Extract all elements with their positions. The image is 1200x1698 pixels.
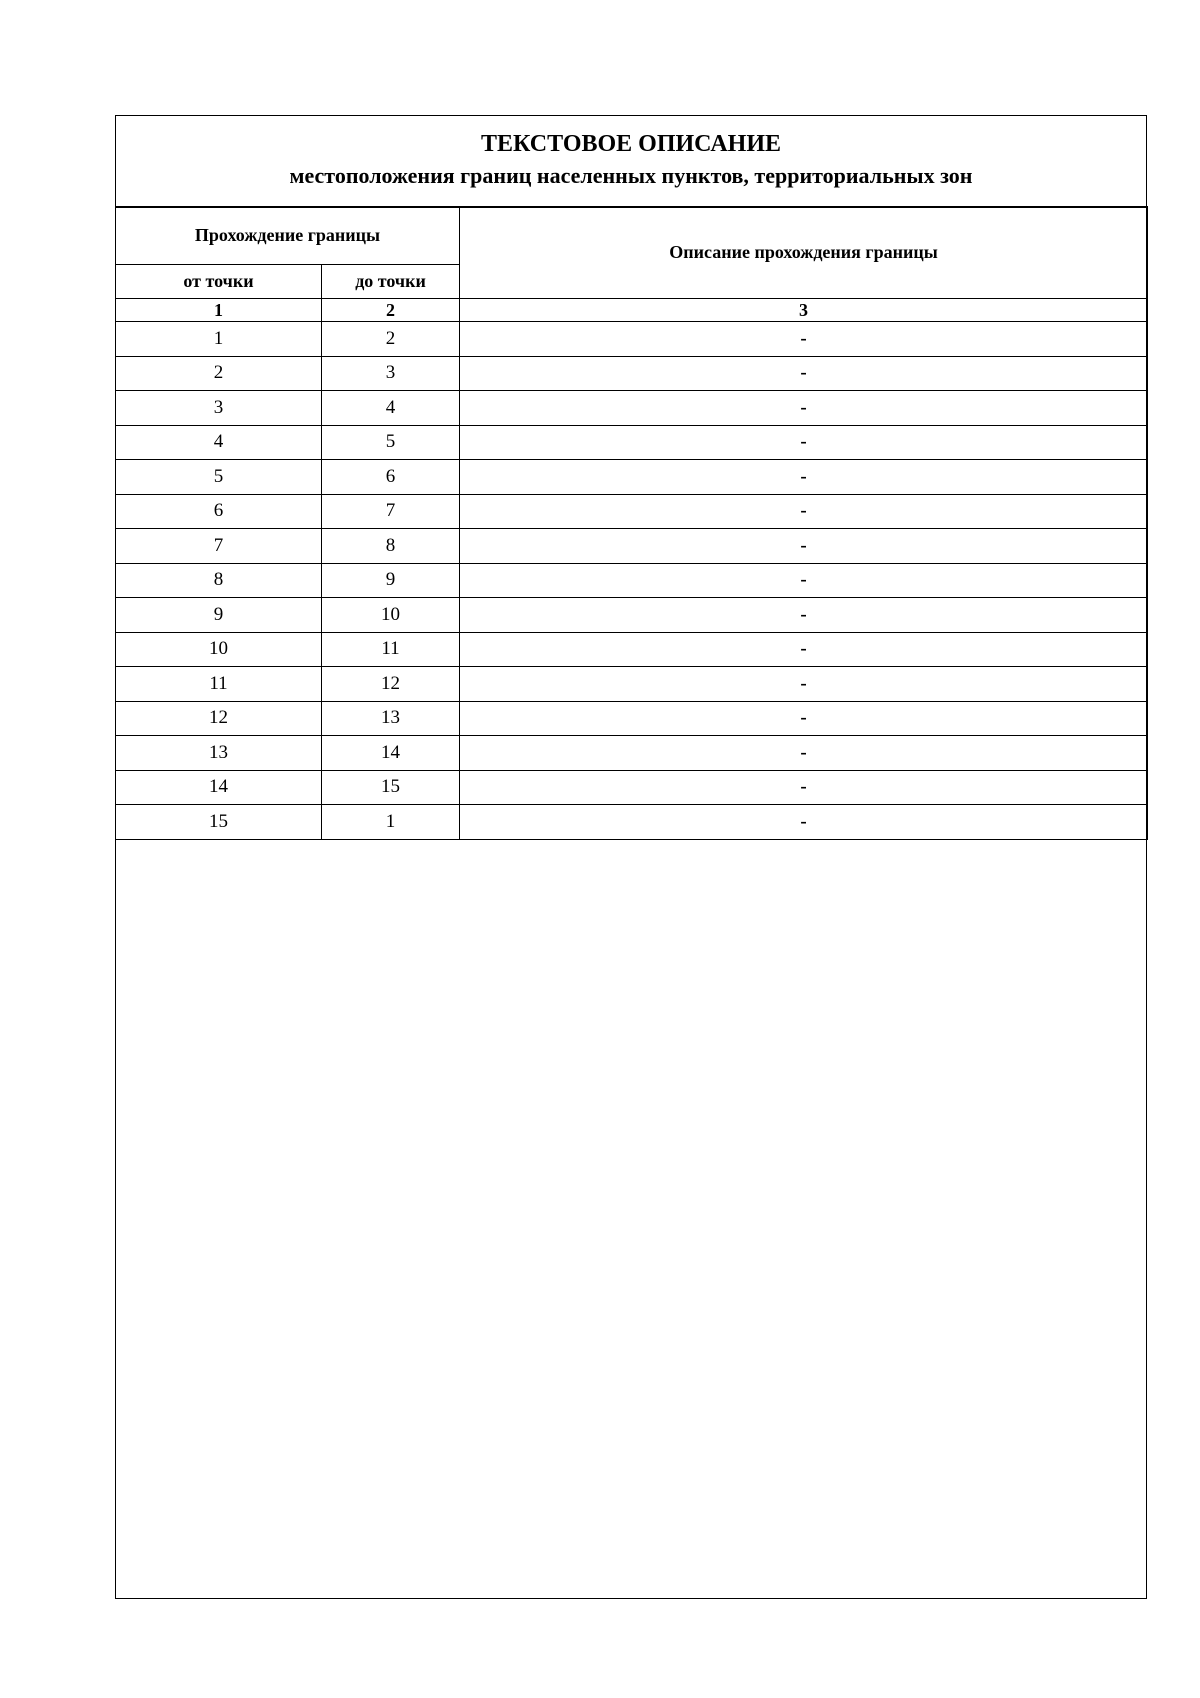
- table-row: [116, 356, 1148, 391]
- to-point-cell: 9: [322, 563, 460, 598]
- document-title: ТЕКСТОВОЕ ОПИСАНИЕ: [480, 131, 781, 157]
- description-cell: -: [460, 425, 1148, 460]
- from-point-cell: 3: [116, 391, 322, 426]
- table-row: [116, 529, 1148, 564]
- boundary-description-table: [115, 206, 1148, 840]
- from-point-cell: 8: [116, 563, 322, 598]
- description-cell: -: [460, 770, 1148, 805]
- from-point-cell: 13: [116, 736, 322, 771]
- from-point-cell: 11: [116, 667, 322, 702]
- description-cell: -: [460, 356, 1148, 391]
- from-point-cell: 9: [116, 598, 322, 633]
- table-row: [116, 598, 1148, 633]
- description-cell: -: [460, 701, 1148, 736]
- to-point-cell: 3: [322, 356, 460, 391]
- column-number: 3: [460, 299, 1148, 322]
- to-point-cell: 12: [322, 667, 460, 702]
- table-row: [116, 701, 1148, 736]
- from-point-cell: 2: [116, 356, 322, 391]
- description-cell: -: [460, 460, 1148, 495]
- table-row: [116, 391, 1148, 426]
- from-point-cell: 4: [116, 425, 322, 460]
- from-point-cell: 15: [116, 805, 322, 840]
- description-cell: -: [460, 391, 1148, 426]
- header-description: Описание прохождения границы: [460, 207, 1148, 299]
- to-point-cell: 4: [322, 391, 460, 426]
- header-boundary-passage: Прохождение границы: [116, 207, 460, 265]
- table-row: [116, 632, 1148, 667]
- to-point-cell: 10: [322, 598, 460, 633]
- header-to-point: до точки: [322, 265, 460, 299]
- from-point-cell: 6: [116, 494, 322, 529]
- table-row: [116, 494, 1148, 529]
- to-point-cell: 7: [322, 494, 460, 529]
- description-cell: -: [460, 563, 1148, 598]
- description-cell: -: [460, 494, 1148, 529]
- header-from-point: от точки: [116, 265, 322, 299]
- table-row: [116, 805, 1148, 840]
- document-subtitle: местоположения границ населенных пунктов, территориальных зон: [289, 163, 973, 188]
- to-point-cell: 14: [322, 736, 460, 771]
- table-row: [116, 736, 1148, 771]
- description-cell: -: [460, 736, 1148, 771]
- from-point-cell: 10: [116, 632, 322, 667]
- description-cell: -: [460, 805, 1148, 840]
- description-cell: -: [460, 598, 1148, 633]
- from-point-cell: 5: [116, 460, 322, 495]
- description-cell: -: [460, 529, 1148, 564]
- to-point-cell: 2: [322, 322, 460, 357]
- table-row: [116, 770, 1148, 805]
- document-frame: [115, 115, 1147, 1599]
- from-point-cell: 1: [116, 322, 322, 357]
- to-point-cell: 11: [322, 632, 460, 667]
- column-number-row: [116, 299, 1148, 322]
- to-point-cell: 6: [322, 460, 460, 495]
- description-cell: -: [460, 322, 1148, 357]
- title-block: [116, 116, 1146, 208]
- to-point-cell: 13: [322, 701, 460, 736]
- table-row: [116, 563, 1148, 598]
- from-point-cell: 7: [116, 529, 322, 564]
- to-point-cell: 5: [322, 425, 460, 460]
- column-number: 2: [322, 299, 460, 322]
- from-point-cell: 14: [116, 770, 322, 805]
- to-point-cell: 8: [322, 529, 460, 564]
- description-cell: -: [460, 632, 1148, 667]
- table-row: [116, 425, 1148, 460]
- table-row: [116, 667, 1148, 702]
- description-cell: -: [460, 667, 1148, 702]
- to-point-cell: 15: [322, 770, 460, 805]
- column-number: 1: [116, 299, 322, 322]
- table-row: [116, 322, 1148, 357]
- table-row: [116, 460, 1148, 495]
- from-point-cell: 12: [116, 701, 322, 736]
- to-point-cell: 1: [322, 805, 460, 840]
